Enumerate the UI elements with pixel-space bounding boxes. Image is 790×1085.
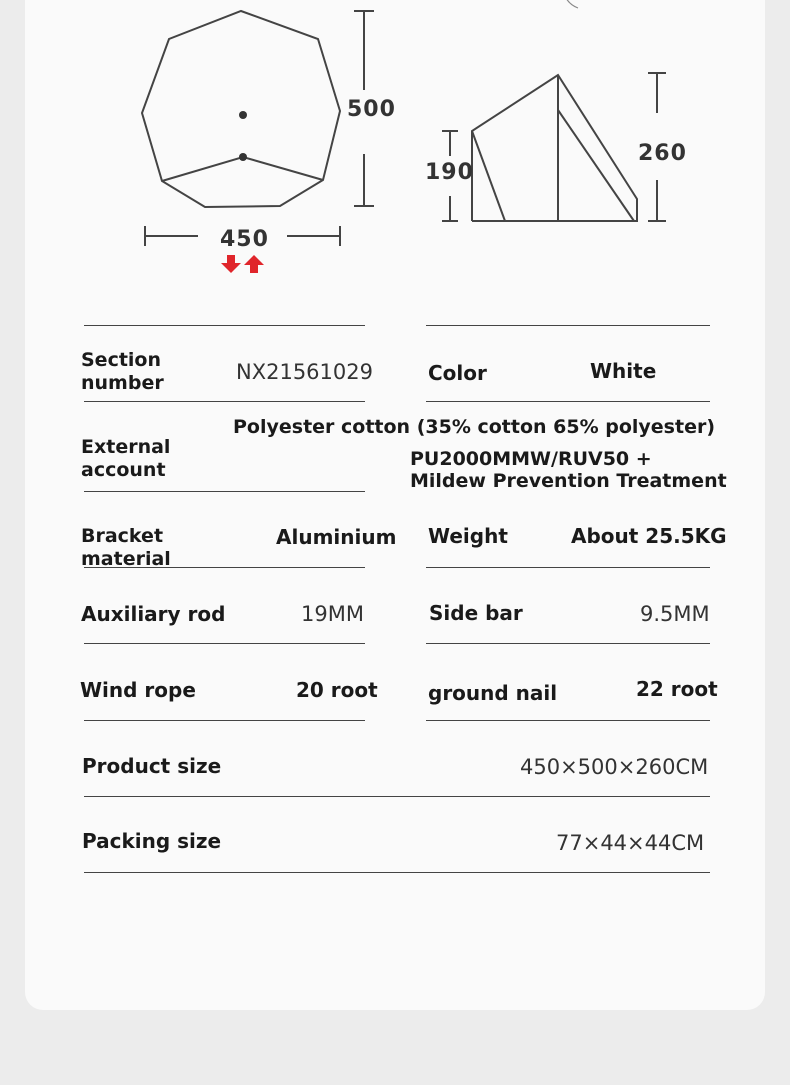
divider: [426, 643, 710, 644]
section-number-label-line2: number: [81, 372, 164, 394]
ground-nail-label: ground nail: [428, 681, 558, 705]
section-number-value: NX21561029: [236, 360, 373, 384]
arrow-down-icon: [221, 255, 241, 273]
wind-rope-label: Wind rope: [80, 678, 196, 702]
wind-rope-value: 20 root: [296, 678, 378, 702]
high-height-dimension-label: 260: [638, 141, 687, 166]
external-account-coating-line2: Mildew Prevention Treatment: [410, 470, 727, 492]
weight-label: Weight: [428, 524, 508, 548]
external-account-material: Polyester cotton (35% cotton 65% polyester): [233, 416, 716, 438]
ground-nail-value: 22 root: [636, 677, 718, 701]
divider: [84, 720, 365, 721]
bracket-material-label: [81, 525, 171, 571]
section-number-label-line1: Section: [81, 349, 162, 371]
product-size-label: Product size: [82, 754, 222, 778]
divider: [426, 567, 710, 568]
divider: [84, 401, 365, 402]
divider: [426, 720, 710, 721]
weight-value: About 25.5KG: [571, 524, 727, 548]
product-size-value: 450×500×260CM: [520, 755, 709, 779]
packing-size-label: Packing size: [82, 829, 222, 853]
bracket-material-value: Aluminium: [276, 525, 397, 549]
divider: [84, 643, 365, 644]
external-account-label-line2: account: [81, 459, 166, 481]
divider: [84, 325, 365, 326]
depth-dimension-label: 500: [347, 97, 396, 122]
auxiliary-rod-value: 19MM: [301, 602, 364, 626]
external-account-coating: [410, 448, 727, 492]
direction-arrows: [221, 255, 264, 273]
bracket-material-label-line2: material: [81, 548, 171, 570]
section-number-label: [81, 349, 164, 395]
divider: [84, 872, 710, 873]
external-account-label: [81, 436, 170, 482]
divider: [84, 796, 710, 797]
width-dimension-label: 450: [220, 227, 269, 252]
arrow-up-icon: [244, 255, 264, 273]
tent-side-view: [472, 75, 637, 221]
divider: [426, 325, 710, 326]
color-value: White: [590, 359, 657, 383]
low-height-dimension-label: 190: [425, 160, 474, 185]
external-account-coating-line1: PU2000MMW/RUV50 +: [410, 448, 652, 470]
color-label: Color: [428, 361, 487, 385]
packing-size-value: 77×44×44CM: [556, 831, 705, 855]
external-account-label-line1: External: [81, 436, 171, 458]
side-bar-value: 9.5MM: [640, 602, 710, 626]
bracket-material-label-line1: Bracket: [81, 525, 164, 547]
auxiliary-rod-label: Auxiliary rod: [81, 602, 226, 626]
side-bar-label: Side bar: [429, 601, 523, 625]
divider: [84, 491, 365, 492]
divider: [426, 401, 710, 402]
